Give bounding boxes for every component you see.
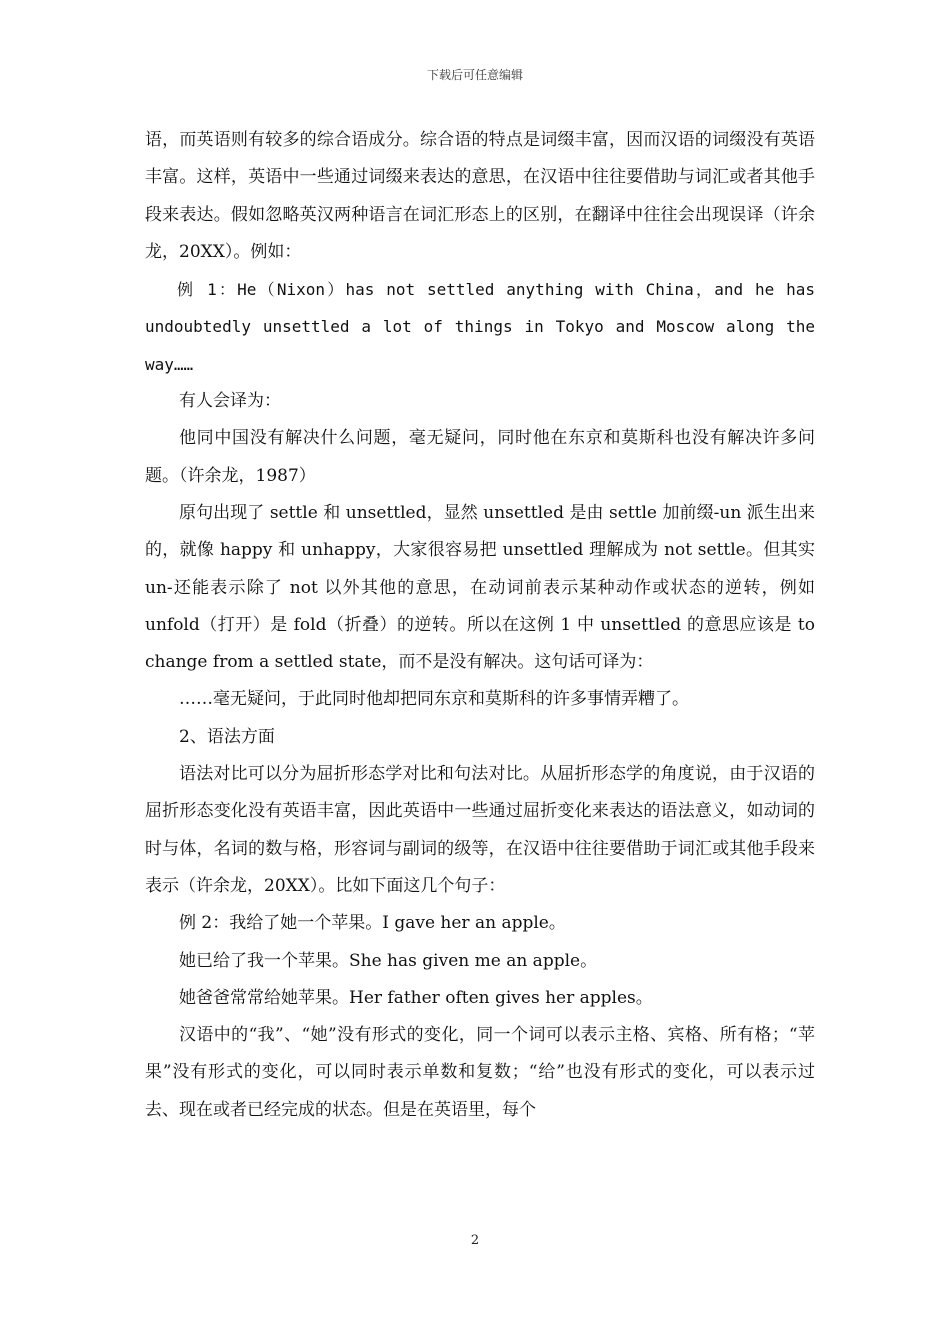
paragraph-some-translate: 有人会译为： [179,391,281,412]
page-number: 2 [470,1233,480,1248]
paragraph-example-2-line-3: 她爸爸常常给她苹果。Her father often gives her apples。 [179,987,653,1008]
paragraph-example-2-line-1: 例 2：我给了她一个苹果。I gave her an apple。 [179,913,566,934]
paragraph-chinese-analysis: 汉语中的“我”、“她”没有形式的变化，同一个词可以表示主格、宾格、所有格；“苹果”没有形式的变化，可以同时表示单数和复数；“给”也没有形式的变化，可以表示过去、现在或者已经完成的状态。但是在英语里，每个 [145,1025,815,1120]
paragraph-example-2-line-2: 她已给了我一个苹果。She has given me an apple。 [179,950,598,971]
paragraph-wrong-translation: 他同中国没有解决什么问题，毫无疑问，同时他在东京和莫斯科也没有解决许多问题。（许余龙，1987） [145,428,815,486]
page-header: 下载后可任意编辑 [426,68,523,82]
paragraph-lexical-intro: 语，而英语则有较多的综合语成分。综合语的特点是词缀丰富，因而汉语的词缀没有英语丰富。这样，英语中一些通过词缀来表达的意思，在汉语中往往要借助与词汇或者其他手段来表达。假如忽略英汉两种语言在词汇形态上的区别，在翻译中往往会出现误译（许余龙，20XX）。例如： [145,130,815,262]
paragraph-unsettled-analysis: 原句出现了 settle 和 unsettled，显然 unsettled 是由 settle 加前缀-un 派生出来的，就像 happy 和 unhappy，大家很容易把 unsettled 理解成为 not settle。但其实 un-还能表示除了 not 以外其他的意思，在动词前表示某种动作或状态的逆转，例如 unfold（打开）是 fold（折叠）的逆转。所以在这例 1 中 unsettled 的意思应该是 to change from a settled state，而不是没有解决。这句话可译为： [145,502,815,673]
section-heading-grammar: 2、语法方面 [179,726,275,747]
paragraph-example-1: 例 1：He（Nixon）has not settled anything with China，and he has undoubtedly unsettled a lot of things in Tokyo and Moscow along the way…… [145,280,815,374]
document-body [145,122,815,1129]
paragraph-correct-translation: ……毫无疑问，于此同时他却把同东京和莫斯科的许多事情弄糟了。 [179,689,689,710]
paragraph-grammar-intro: 语法对比可以分为屈折形态学对比和句法对比。从屈折形态学的角度说，由于汉语的屈折形态变化没有英语丰富，因此英语中一些通过屈折变化来表达的语法意义，如动词的时与体，名词的数与格，形容词与副词的级等，在汉语中往往要借助于词汇或其他手段来表示（许余龙，20XX）。比如下面这几个句子： [145,764,815,896]
